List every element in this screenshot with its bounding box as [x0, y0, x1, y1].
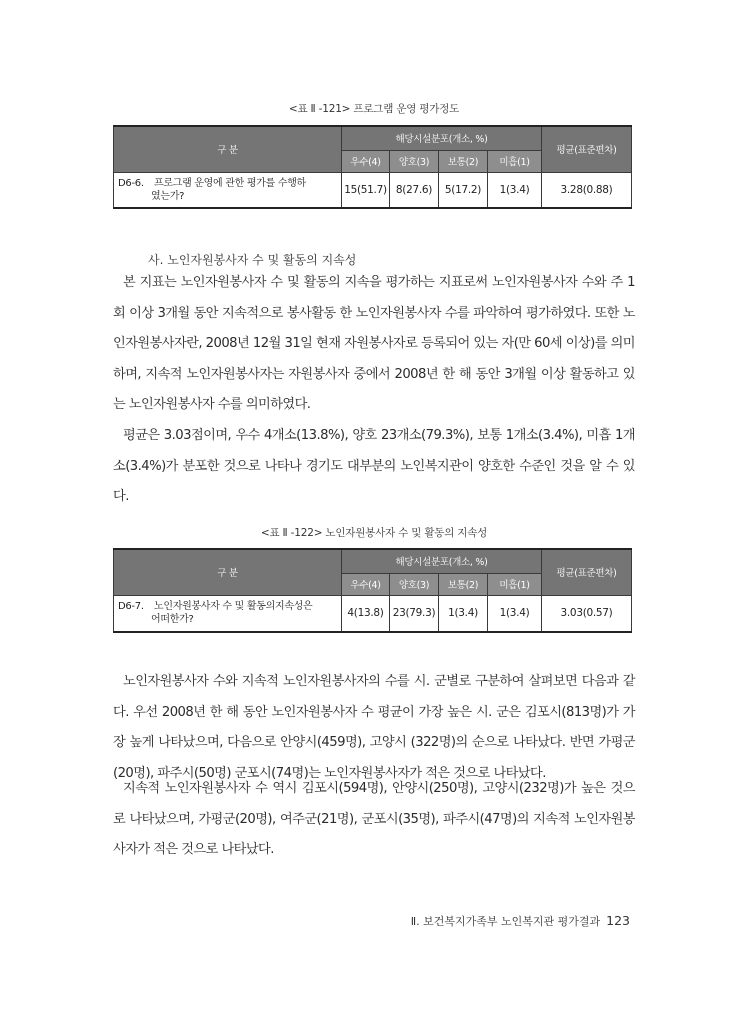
table2-volunteer-continuity	[113, 548, 632, 633]
paragraph-1-text: 본 지표는 노인자원봉사자 수 및 활동의 지속을 평가하는 지표로써 노인자원봉사자 수와 주 1회 이상 3개월 동안 지속적으로 봉사활동 한 노인자원봉사자 수를 파악하여 평가하였다. 또한 노인자원봉사자란, 2008년 12월 31일 현재 자원봉사자로 등록되어 있는 자(만 60세 이상)를 의미하며, 지속적 노인자원봉사자는 자원봉사자 중에서 2008년 한 해 동안 3개월 이상 활동하고 있는 노인자원봉사자 수를 의미하였다.	[113, 275, 635, 412]
table2-caption: <표 Ⅱ -122> 노인자원봉사자 수 및 활동의 지속성	[260, 527, 488, 539]
table1-header-average: 평균(표준편차)	[542, 126, 632, 172]
table1-col-good: 양호(3)	[390, 150, 439, 172]
table2-header-average: 평균(표준편차)	[542, 549, 632, 595]
table1-col-average: 보통(2)	[439, 150, 488, 172]
paragraph-regional-count	[113, 667, 635, 789]
table-row	[114, 172, 632, 208]
table1-row-code: D6-6.	[118, 177, 144, 189]
table1-value-good: 8(27.6)	[390, 172, 439, 208]
table2-value-good: 23(79.3)	[390, 595, 439, 632]
paragraph-indicator-description	[113, 268, 635, 421]
table2-value-poor: 1(3.4)	[488, 595, 542, 632]
table1-value-mean-sd: 3.28(0.88)	[542, 172, 632, 208]
table1-col-excellent: 우수(4)	[342, 150, 390, 172]
table1-value-average: 5(17.2)	[439, 172, 488, 208]
table2-value-average: 1(3.4)	[439, 595, 488, 632]
table2-row-code: D6-7.	[118, 601, 144, 613]
table1-header-distribution: 해당시설분포(개소, %)	[342, 126, 542, 150]
table1-row-label-line2: 였는가?	[151, 190, 185, 202]
table2-col-average: 보통(2)	[439, 573, 488, 595]
table2-col-poor: 미흡(1)	[488, 573, 542, 595]
table2-row-label-line2: 어떠한가?	[151, 614, 194, 626]
footer-chapter: Ⅱ. 보건복지가족부 노인복지관 평가결과	[410, 915, 601, 928]
page-footer	[411, 913, 630, 929]
table1-row-label-line1: 프로그램 운영에 관한 평가를 수행하	[154, 177, 306, 189]
table-row	[114, 595, 632, 632]
paragraph-4-text: 지속적 노인자원봉사자 수 역시 김포시(594명), 안양시(250명), 고양시(232명)가 높은 것으로 나타났으며, 가평군(20명), 여주군(21명), 군포시(35명), 파주시(47명)의 지속적 노인자원봉사자가 적은 것으로 나타났다.	[113, 781, 635, 857]
table2-col-excellent: 우수(4)	[342, 573, 390, 595]
page-number: 123	[606, 913, 630, 928]
table1-value-excellent: 15(51.7)	[342, 172, 390, 208]
table1-row-item	[114, 172, 342, 208]
paragraph-summary	[113, 421, 635, 513]
table1-value-poor: 1(3.4)	[488, 172, 542, 208]
table2-col-good: 양호(3)	[390, 573, 439, 595]
paragraph-2-text: 평균은 3.03점이며, 우수 4개소(13.8%), 양호 23개소(79.3%), 보통 1개소(3.4%), 미흡 1개소(3.4%)가 분포한 것으로 나타나 경기도 대부분의 노인복지관이 양호한 수준인 것을 알 수 있다.	[113, 428, 635, 504]
table2-header-distribution: 해당시설분포(개소, %)	[342, 549, 542, 573]
table2-header-group: 구 분	[114, 549, 342, 595]
section-heading: 사. 노인자원봉사자 수 및 활동의 지속성	[148, 253, 357, 267]
paragraph-regional-continuity	[113, 774, 635, 866]
table1-program-evaluation	[113, 125, 632, 209]
paragraph-3-text: 노인자원봉사자 수와 지속적 노인자원봉사자의 수를 시. 군별로 구분하여 살펴보면 다음과 같다. 우선 2008년 한 해 동안 노인자원봉사자 수 평균이 가장 높은 시. 군은 김포시(813명)가 가장 높게 나타났으며, 다음으로 안양시(459명), 고양시 (322명)의 순으로 나타났다. 반면 가평군(20명), 파주시(50명) 군포시(74명)는 노인자원봉사자가 적은 것으로 나타났다.	[113, 674, 635, 781]
table1-caption: <표 Ⅱ -121> 프로그램 운영 평가정도	[288, 103, 460, 115]
table2-row-item	[114, 595, 342, 632]
table2-value-excellent: 4(13.8)	[342, 595, 390, 632]
table2-value-mean-sd: 3.03(0.57)	[542, 595, 632, 632]
table1-header-group: 구 분	[114, 126, 342, 172]
table1-col-poor: 미흡(1)	[488, 150, 542, 172]
table2-row-label-line1: 노인자원봉사자 수 및 활동의지속성은	[154, 601, 313, 613]
